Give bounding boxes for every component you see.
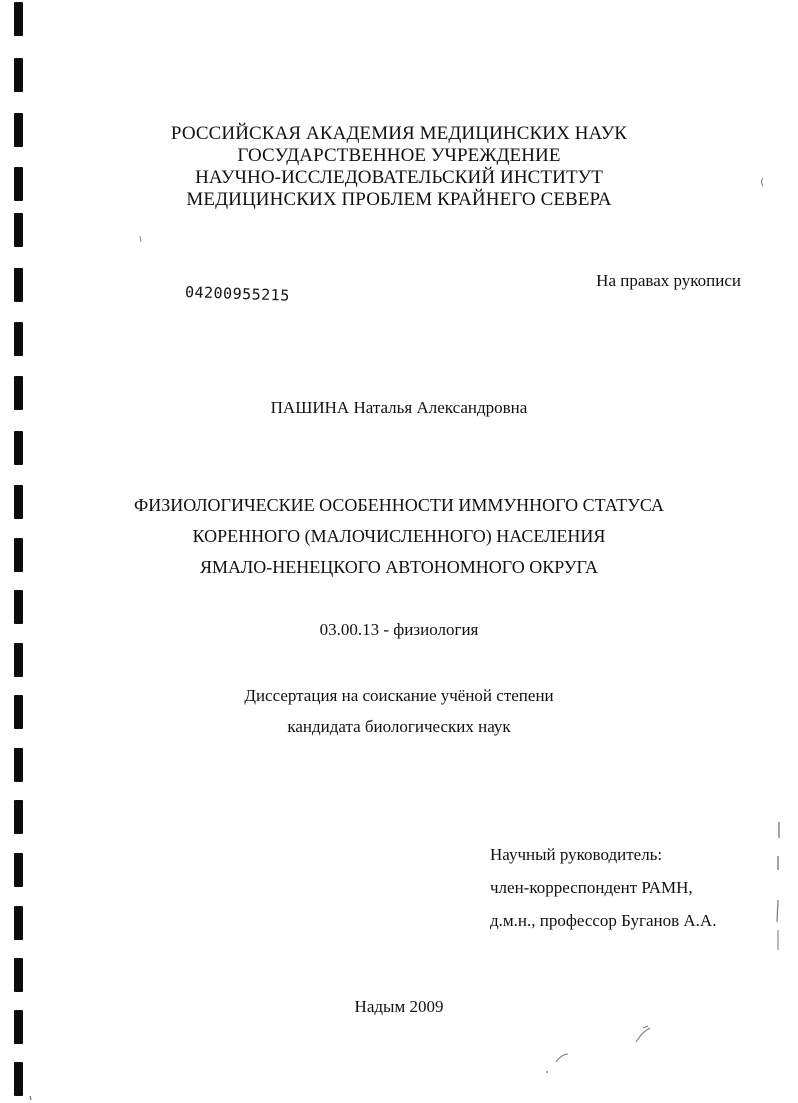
institution-line: МЕДИЦИНСКИХ ПРОБЛЕМ КРАЙНЕГО СЕВЕРА [186,189,612,210]
binding-mark [14,958,23,992]
binding-mark [14,58,23,92]
advisor-line: д.м.н., профессор Буганов А.А. [490,911,717,930]
scientific-advisor [490,838,716,937]
rights-note: На правах рукописи [596,271,741,290]
binding-mark [14,853,23,887]
institution-header [0,123,798,211]
degree-line: кандидата биологических наук [287,717,511,736]
binding-mark [14,268,23,302]
title-line: КОРЕННОГО (МАЛОЧИСЛЕННОГО) НАСЕЛЕНИЯ [192,526,606,546]
binding-mark [14,643,23,677]
advisor-line: член-корреспондент РАМН, [490,878,693,897]
binding-mark [14,800,23,834]
institution-line: РОССИЙСКАЯ АКАДЕМИЯ МЕДИЦИНСКИХ НАУК [170,123,628,144]
author-name: ПАШИНА Наталья Александровна [270,398,528,417]
catalog-code: 04200955215 [184,283,291,305]
binding-mark [14,2,23,36]
institution-line: НАУЧНО-ИССЛЕДОВАТЕЛЬСКИЙ ИНСТИТУТ [195,167,603,188]
binding-mark [14,213,23,247]
degree-line: Диссертация на соискание учёной степени [244,686,554,705]
binding-mark [14,590,23,624]
title-line: ФИЗИОЛОГИЧЕСКИЕ ОСОБЕННОСТИ ИММУННОГО СТАТУСА [134,495,664,515]
specialty-code: 03.00.13 - физиология [319,620,479,639]
title-line: ЯМАЛО-НЕНЕЦКОГО АВТОНОМНОГО ОКРУГА [200,557,598,577]
binding-mark [14,1062,23,1096]
institution-line: ГОСУДАРСТВЕННОЕ УЧРЕЖДЕНИЕ [237,145,561,166]
binding-mark [14,322,23,356]
binding-mark [14,906,23,940]
dissertation-title [0,490,798,583]
advisor-line: Научный руководитель: [490,845,663,864]
city-year: Надым 2009 [354,997,444,1016]
binding-mark [14,748,23,782]
degree-statement [0,680,798,742]
binding-mark [14,431,23,465]
